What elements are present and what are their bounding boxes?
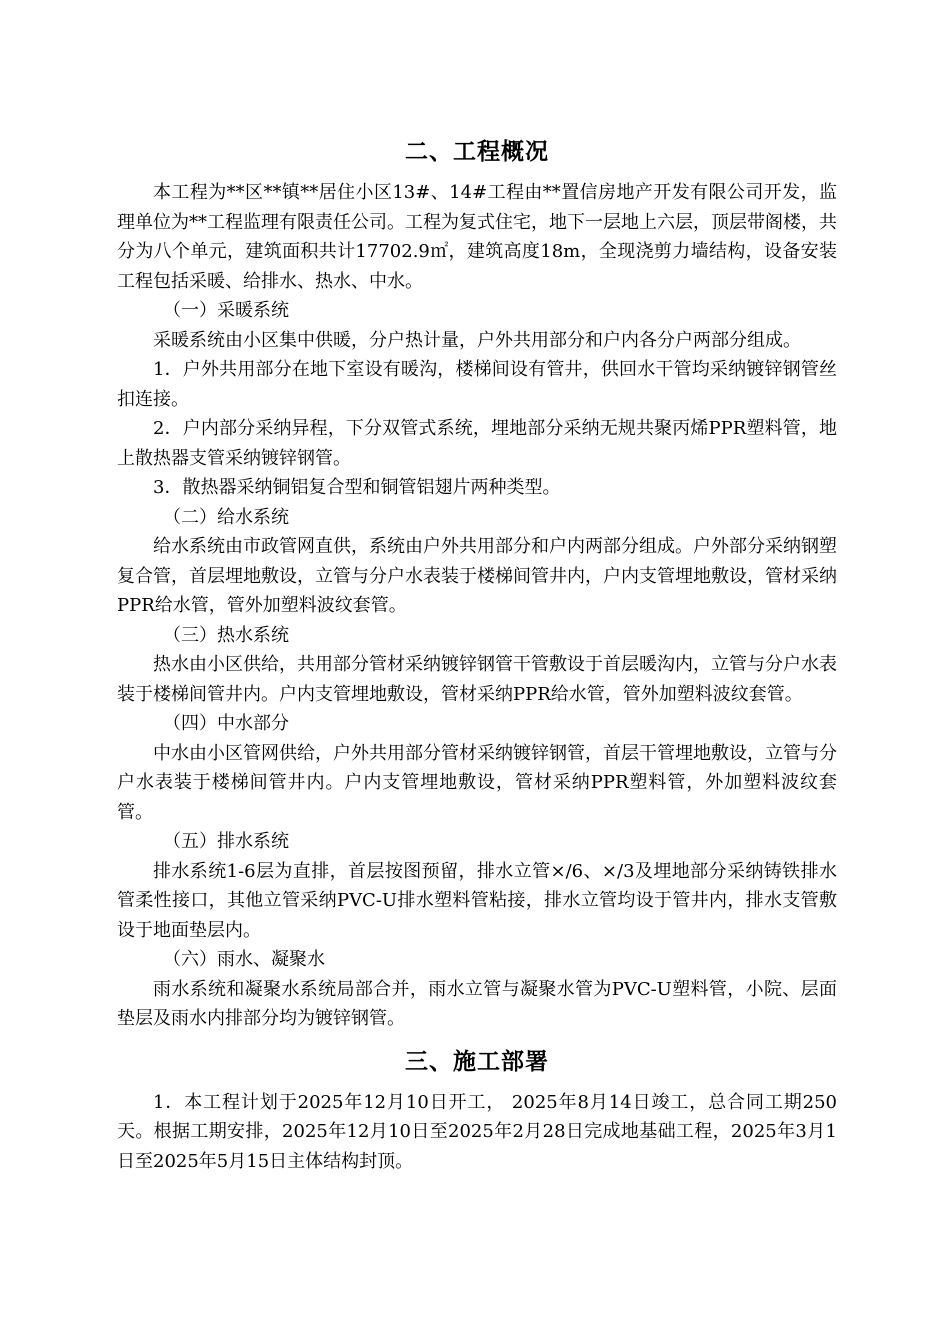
- water-supply-paragraph: 给水系统由市政管网直供，系统由户外共用部分和户内两部分组成。户外部分采纳钢塑复合管，首层埋地敷设，立管与分户水表装于楼梯间管井内，户内支管埋地敷设，管材采纳PPR给水管，管外加塑料波纹套管。: [117, 536, 837, 616]
- heating-paragraph-1: 采暖系统由小区集中供暖，分户热计量，户外共用部分和户内各分户两部分组成。: [153, 329, 801, 351]
- subsection-title-reclaimed-water: （四）中水部分: [163, 713, 289, 734]
- reclaimed-water-paragraph: 中水由小区管网供给，户外共用部分管材采纳镀锌钢管，首层干管埋地敷设，立管与分户水表装于楼梯间管井内。户内支管埋地敷设，管材采纳PPR塑料管，外加塑料波纹套管。: [117, 742, 837, 823]
- project-intro-paragraph: 本工程为**区**镇**居住小区13#、14#工程由**置信房地产开发有限公司开发，监理单位为**工程监理有限责任公司。工程为复式住宅，地下一层地上六层，顶层带阁楼，共分为八个单元，建筑面积共计17702.9㎡，建筑高度18m，全现浇剪力墙结构，设备安装工程包括采暖、给排水、热水、中水。: [117, 182, 837, 292]
- heating-paragraph-3: 2．户内部分采纳异程，下分双管式系统，埋地部分采纳无规共聚丙烯PPR塑料管，地上散热器支管采纳镀锌钢管。: [117, 418, 837, 469]
- drainage-paragraph: 排水系统1-6层为直排，首层按图预留，排水立管×/6、×/3及埋地部分采纳铸铁排水管柔性接口，其他立管采纳PVC-U排水塑料管粘接，排水立管均设于管井内，排水支管敷设于地面垫层内。: [117, 860, 837, 941]
- section-title-project-overview: 二、工程概况: [405, 138, 549, 165]
- subsection-title-heating: （一）采暖系统: [163, 300, 289, 321]
- heating-paragraph-4: 3．散热器采纳铜铝复合型和铜管铝翅片两种类型。: [153, 477, 561, 498]
- section-title-construction-deployment: 三、施工部署: [405, 1047, 549, 1075]
- heating-paragraph-2: 1．户外共用部分在地下室设有暖沟，楼梯间设有管井，供回水干管均采纳镀锌钢管丝扣连接。: [117, 359, 837, 410]
- subsection-title-water-supply: （二）给水系统: [163, 506, 289, 528]
- subsection-title-rainwater: （六）雨水、凝聚水: [163, 949, 325, 970]
- hot-water-paragraph: 热水由小区供给，共用部分管材采纳镀锌钢管干管敷设于首层暖沟内，立管与分户水表装于楼梯间管井内。户内支管埋地敷设，管材采纳PPR给水管，管外加塑料波纹套管。: [117, 654, 837, 705]
- construction-schedule-paragraph: 1．本工程计划于2025年12月10日开工， 2025年8月14日竣工，总合同工期250天。根据工期安排，2025年12月10日至2025年2月28日完成地基础工程，2025年3月1日至2025年5月15日主体结构封顶。: [117, 1091, 837, 1172]
- document-body: [117, 128, 837, 1176]
- subsection-title-hot-water: （三）热水系统: [163, 624, 289, 646]
- subsection-title-drainage: （五）排水系统: [163, 831, 289, 852]
- rainwater-paragraph: 雨水系统和凝聚水系统局部合并，雨水立管与凝聚水管为PVC-U塑料管，小院、层面垫层及雨水内排部分均为镀锌钢管。: [117, 978, 837, 1029]
